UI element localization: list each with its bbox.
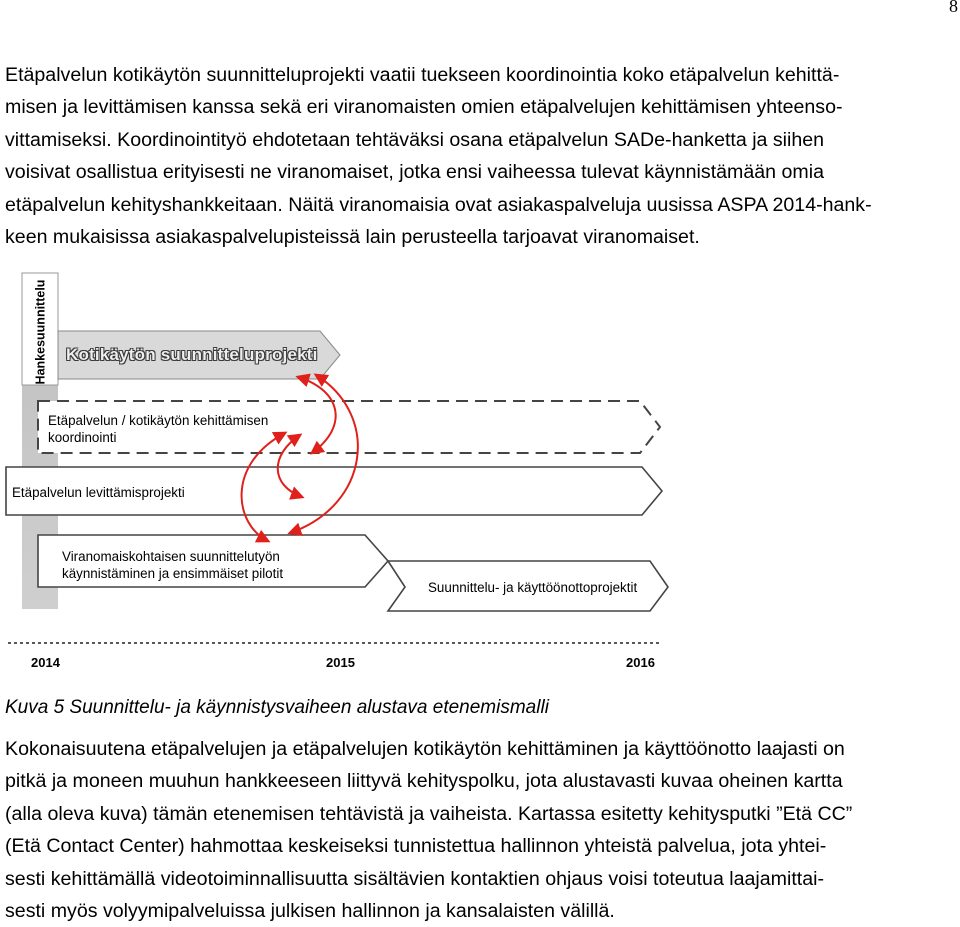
authority-label-line: Viranomaiskohtaisen suunnittelutyön (62, 549, 280, 564)
text-line: sesti myös volyymipalveluissa julkisen hallinnon ja kansalaisten välillä. (5, 900, 615, 923)
text-line: pitkä ja moneen muuhun hankkeeseen liittyvä kehityspolku, jota alustavasti kuvaa oheinen kartta (5, 770, 843, 793)
coordination-label-line: Etäpalvelun / kotikäytön kehittämisen (48, 413, 269, 428)
coordination-label-line: koordinointi (48, 430, 117, 445)
implementation-label: Suunnittelu- ja käyttöönottoprojektit (428, 580, 638, 595)
year-label: 2016 (626, 655, 655, 670)
text-line: misen ja levittämisen kanssa sekä eri viranomaisten omien etäpalvelujen kehittämisen yhteenso- (5, 96, 843, 119)
planning-label (25, 272, 55, 392)
roadmap-graphics (0, 265, 960, 685)
text-line: sesti kehittämällä videotoiminnallisuutta sisältävien kontaktien ohjaus voisi toteutua laajamittai- (5, 867, 825, 890)
text-line: voisivat osallistua erityisesti ne viranomaiset, jotka ensi vaiheessa tulevat käynnistämään omia (5, 161, 824, 184)
text-line: Etäpalvelun kotikäytön suunnitteluprojekti vaatii tuekseen koordinointia koko etäpalvelun kehittä- (5, 64, 840, 86)
project-label: Kotikäytön suunnitteluprojekti (66, 345, 318, 364)
year-label: 2014 (31, 655, 60, 670)
page-number: 8 (949, 0, 958, 16)
coordination-label (48, 412, 268, 446)
distribution-label: Etäpalvelun levittämisprojekti (12, 485, 185, 500)
figure-caption: Kuva 5 Suunnittelu- ja käynnistysvaiheen alustava etenemismalli (5, 697, 549, 718)
text-line: etäpalvelun kehityshankkeitaan. Näitä viranomaisia ovat asiakaspalveluja uusissa ASPA 2014-hank- (5, 193, 872, 216)
roadmap-diagram (0, 265, 960, 685)
planning-label-text: Hankesuunnittelu (33, 279, 47, 385)
text-line: (alla oleva kuva) tämän etenemisen tehtävistä ja vaiheista. Kartassa esitetty kehitysputki ”Etä CC” (5, 802, 853, 825)
body-paragraph (5, 733, 957, 927)
text-line: (Etä Contact Center) hahmottaa keskeiseksi tunnistettua hallinnon yhteistä palvelua, jota yhtei- (5, 835, 827, 858)
text-line: vittamiseksi. Koordinointityö ehdotetaan tehtäväksi osana etäpalvelun SADe-hanketta ja siihen (5, 128, 825, 151)
authority-label (62, 548, 283, 582)
text-line: keen mukaisissa asiakaspalvelupisteissä lain perusteella tarjoavat viranomaiset. (5, 226, 700, 249)
intro-paragraph (5, 59, 957, 253)
text-line: Kokonaisuutena etäpalvelujen ja etäpalvelujen kotikäytön kehittäminen ja käyttöönotto laajasti on (5, 738, 845, 760)
year-label: 2015 (326, 655, 355, 670)
authority-label-line: käynnistäminen ja ensimmäiset pilotit (62, 566, 284, 581)
